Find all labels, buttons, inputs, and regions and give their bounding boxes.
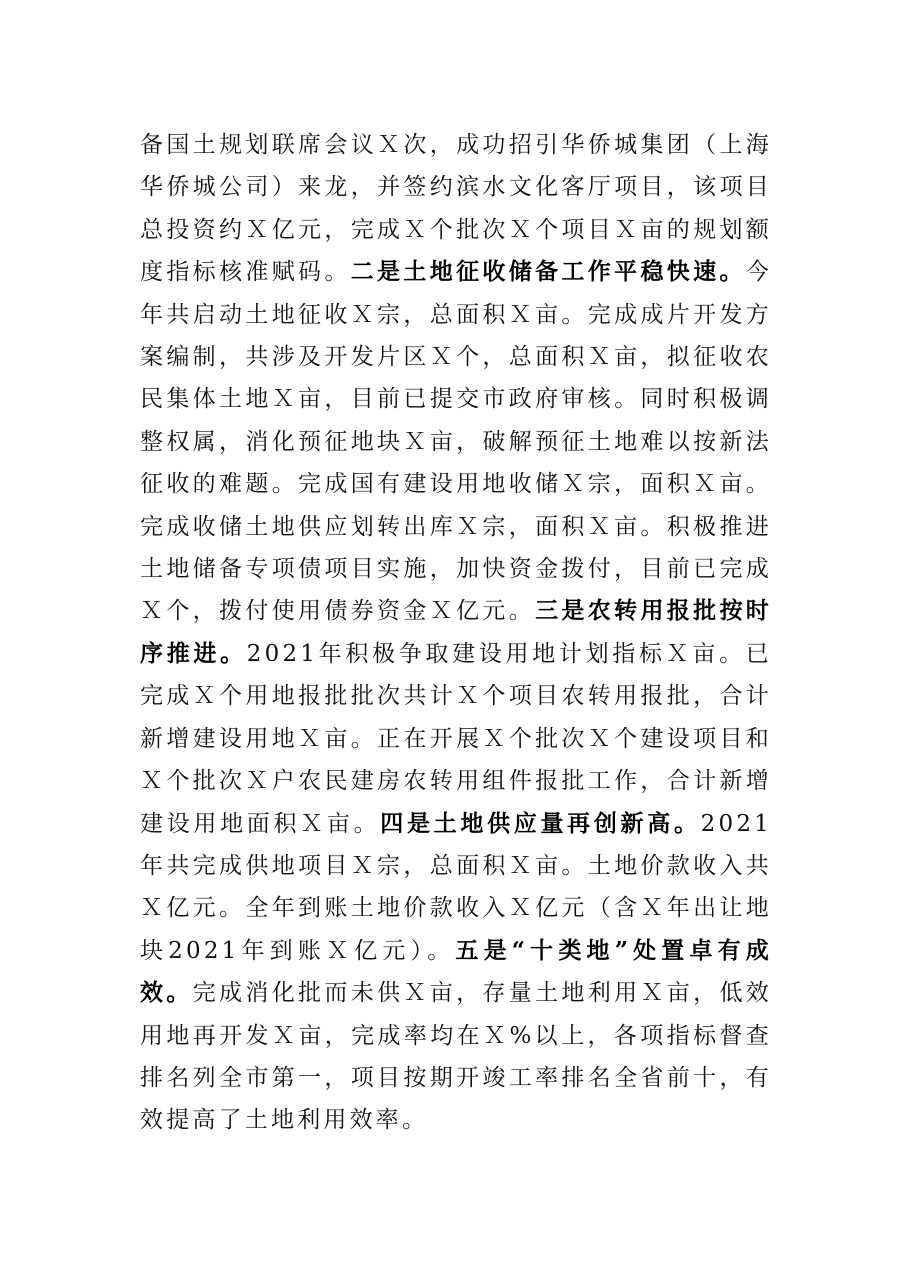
body-paragraph: [140, 124, 772, 1142]
text-segment: 2021年积极争取建设用地计划指标Ｘ亩。已完成Ｘ个用地报批批次共计Ｘ个项目农转用报批，合计新增建设用地Ｘ亩。正在开展Ｘ个批次Ｘ个建设项目和Ｘ个批次Ｘ户农民建房农转用组件报批工作，合计新增建设用地面积Ｘ亩。: [140, 640, 772, 837]
point-heading-5: 五是“十类地”处置卓有成效。: [140, 936, 773, 1007]
point-heading-4: 四是土地供应量再创新高。: [380, 809, 701, 837]
text-segment: 2021年共完成供地项目Ｘ宗，总面积Ｘ亩。土地价款收入共Ｘ亿元。全年到账土地价款收入Ｘ亿元（含Ｘ年出让地块2021年到账Ｘ亿元）。: [140, 810, 772, 964]
point-heading-2: 二是土地征收储备工作平稳快速。: [350, 258, 746, 286]
point-heading-3: 三是农转用报批按时序推进。: [140, 597, 773, 667]
text-segment: 备国土规划联席会议Ｘ次，成功招引华侨城集团（上海华侨城公司）来龙，并签约滨水文化客厅项目，该项目总投资约Ｘ亿元，完成Ｘ个批次Ｘ个项目Ｘ亩的规划额度指标核准赋码。: [140, 132, 772, 286]
text-segment: 今年共启动土地征收Ｘ宗，总面积Ｘ亩。完成成片开发方案编制，共涉及开发片区Ｘ个，总面积Ｘ亩，拟征收农民集体土地Ｘ亩，目前已提交市政府审核。同时积极调整权属，消化预征地块Ｘ亩，破解预征土地难以按新法征收的难题。完成国有建设用地收储Ｘ宗，面积Ｘ亩。完成收储土地供应划转出库Ｘ宗，面积Ｘ亩。积极推进土地储备专项债项目实施，加快资金拨付，目前已完成Ｘ个，拨付使用债券资金Ｘ亿元。: [140, 259, 773, 625]
text-segment: 完成消化批而未供Ｘ亩，存量土地利用Ｘ亩，低效用地再开发Ｘ亩，完成率均在Ｘ%以上，各项指标督查排名列全市第一，项目按期开竣工率排名全省前十，有效提高了土地利用效率。: [140, 980, 772, 1134]
